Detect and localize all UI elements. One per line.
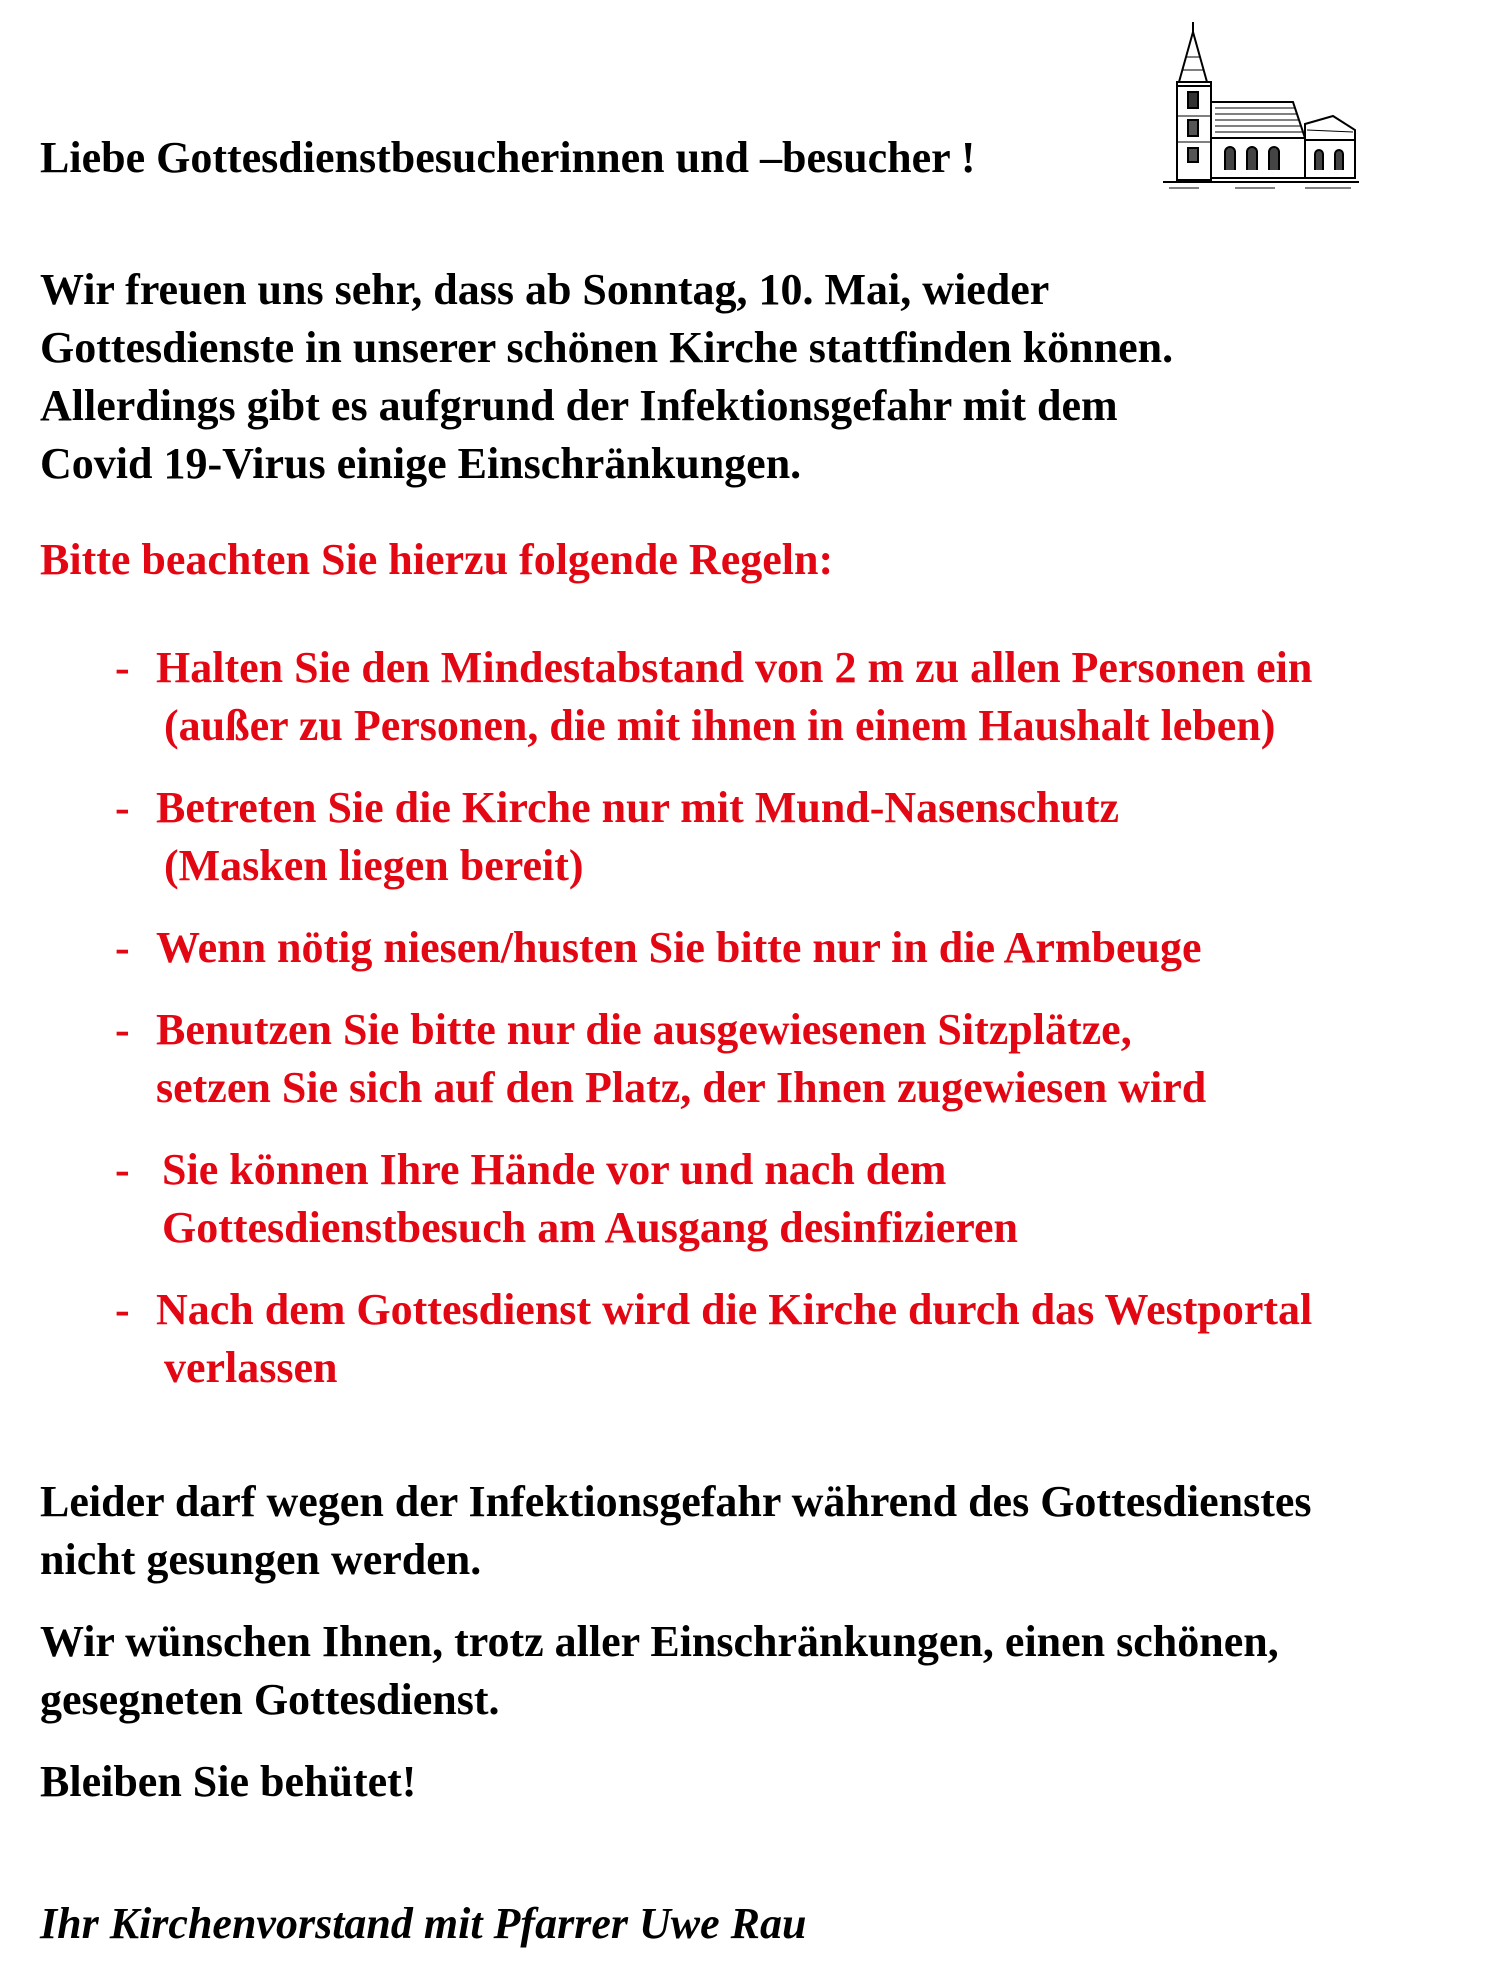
rule-dash: - bbox=[115, 923, 130, 972]
rule-line: Sie können Ihre Hände vor und nach dem bbox=[162, 1145, 947, 1194]
rule-line: Wenn nötig niesen/husten Sie bitte nur in die Armbeuge bbox=[156, 923, 1202, 972]
rule-line: verlassen bbox=[164, 1343, 338, 1392]
rule-line: setzen Sie sich auf den Platz, der Ihnen zugewiesen wird bbox=[156, 1063, 1207, 1112]
blessing-text: Bleiben Sie behütet! bbox=[40, 1757, 417, 1806]
wishes-line: gesegneten Gottesdienst. bbox=[40, 1675, 500, 1724]
greeting-heading: Liebe Gottesdienstbesucherinnen und –besucher ! bbox=[40, 133, 976, 182]
no-singing-line: Leider darf wegen der Infektionsgefahr während des Gottesdienstes bbox=[40, 1477, 1312, 1526]
rule-dash: - bbox=[115, 1145, 130, 1194]
intro-line: Covid 19-Virus einige Einschränkungen. bbox=[40, 439, 802, 488]
intro-line: Allerdings gibt es aufgrund der Infektionsgefahr mit dem bbox=[40, 381, 1118, 430]
rules-heading: Bitte beachten Sie hierzu folgende Regeln: bbox=[40, 535, 834, 584]
rule-dash: - bbox=[115, 1285, 130, 1334]
rule-dash: - bbox=[115, 1005, 130, 1054]
rule-dash: - bbox=[115, 643, 130, 692]
rule-line: Halten Sie den Mindestabstand von 2 m zu allen Personen ein bbox=[156, 643, 1313, 692]
intro-line: Gottesdienste in unserer schönen Kirche stattfinden können. bbox=[40, 323, 1174, 372]
church-illustration-icon bbox=[1155, 20, 1360, 195]
rule-line: Gottesdienstbesuch am Ausgang desinfizieren bbox=[162, 1203, 1019, 1252]
rule-dash: - bbox=[115, 783, 130, 832]
signature-text: Ihr Kirchenvorstand mit Pfarrer Uwe Rau bbox=[40, 1899, 807, 1948]
wishes-line: Wir wünschen Ihnen, trotz aller Einschränkungen, einen schönen, bbox=[40, 1617, 1279, 1666]
rule-line: Betreten Sie die Kirche nur mit Mund-Nasenschutz bbox=[156, 783, 1120, 832]
rule-line: (Masken liegen bereit) bbox=[164, 841, 584, 890]
rule-line: Nach dem Gottesdienst wird die Kirche durch das Westportal bbox=[156, 1285, 1313, 1334]
rule-line: Benutzen Sie bitte nur die ausgewiesenen Sitzplätze, bbox=[156, 1005, 1132, 1054]
no-singing-line: nicht gesungen werden. bbox=[40, 1535, 482, 1584]
rule-line: (außer zu Personen, die mit ihnen in einem Haushalt leben) bbox=[164, 701, 1276, 750]
intro-line: Wir freuen uns sehr, dass ab Sonntag, 10. Mai, wieder bbox=[40, 265, 1050, 314]
